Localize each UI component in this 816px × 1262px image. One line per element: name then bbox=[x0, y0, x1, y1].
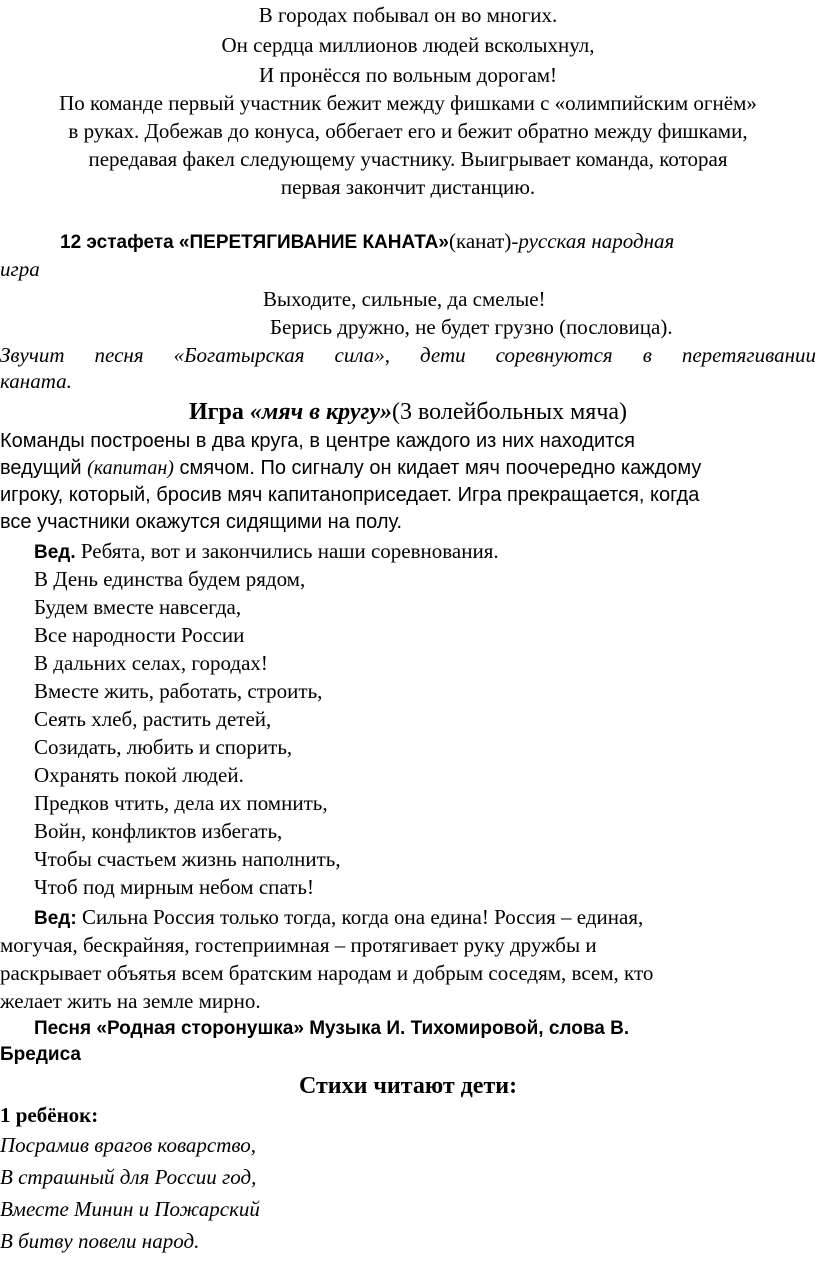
ball-game-name: «мяч в кругу» bbox=[249, 399, 392, 425]
relay-12-title: 12 эстафета «ПЕРЕТЯГИВАНИЕ КАНАТА» bbox=[60, 232, 449, 253]
child-poem-line: В битву повели народ. bbox=[0, 1229, 200, 1253]
paragraph-line: По команде первый участник бежит между фишками с «олимпийским огнём» bbox=[59, 91, 757, 115]
relay-12-note: Звучит песня «Богатырская сила», дети соревнуются в перетягивании bbox=[0, 343, 816, 367]
ball-game-text: Команды построены в два круга, в центре каждого из них находится bbox=[0, 430, 635, 452]
host-line bbox=[34, 538, 816, 566]
relay-12-origin: русская народная bbox=[518, 229, 675, 253]
poem-line: Он сердца миллионов людей всколыхнул, bbox=[221, 33, 595, 57]
poem-line: Чтобы счастьем жизнь наполнить, bbox=[34, 847, 341, 871]
paragraph-line: передавая факел следующему участнику. Выигрывает команда, которая bbox=[88, 147, 728, 171]
proverb-line: Берись дружно, не будет грузно (пословица). bbox=[270, 315, 673, 339]
song-title: Бредиса bbox=[0, 1044, 81, 1065]
poem-line: Охранять покой людей. bbox=[34, 763, 244, 787]
poem-line: В День единства будем рядом, bbox=[34, 567, 306, 591]
poem-line: Все народности России bbox=[34, 623, 245, 647]
poem-line: И пронёсся по вольным дорогам! bbox=[258, 63, 558, 87]
poem-line: В дальних селах, городах! bbox=[34, 651, 268, 675]
poem-line: Войн, конфликтов избегать, bbox=[34, 819, 283, 843]
poem-line: В городах побывал он во многих. bbox=[258, 3, 558, 27]
child-poem-line: Вместе Минин и Пожарский bbox=[0, 1197, 260, 1221]
ball-game-text: игроку, который, бросив мяч капитаноприседает. Игра прекращается, когда bbox=[0, 484, 700, 506]
host-label: Вед. bbox=[34, 542, 76, 563]
poem-line: Предков чтить, дела их помнить, bbox=[34, 791, 328, 815]
relay-12-origin-cont: игра bbox=[0, 257, 40, 281]
poem-line: Созидать, любить и спорить, bbox=[34, 735, 293, 759]
host-speech: желает жить на земле мирно. bbox=[0, 989, 261, 1013]
paragraph-line: первая закончит дистанцию. bbox=[280, 175, 536, 199]
poem-line: Будем вместе навсегда, bbox=[34, 595, 242, 619]
relay-12-heading bbox=[60, 228, 816, 256]
relay-12-note: каната. bbox=[0, 369, 72, 393]
host-line bbox=[34, 904, 816, 932]
ball-game-heading bbox=[0, 398, 816, 426]
host-label: Вед: bbox=[34, 908, 77, 929]
host-speech: Ребята, вот и закончились наши соревнования. bbox=[75, 539, 499, 563]
ball-game-text: все участники окажутся сидящими на полу. bbox=[0, 511, 403, 533]
poem-line: Чтоб под мирным небом спать! bbox=[34, 875, 314, 899]
ball-game-text: ведущий (капитан) смячом. По сигналу он кидает мяч поочередно каждому bbox=[0, 457, 702, 479]
proverb-line: Выходите, сильные, да смелые! bbox=[263, 287, 546, 311]
paragraph-line: в руках. Добежав до конуса, оббегает его и бежит обратно между фишками, bbox=[68, 119, 748, 143]
poem-line: Вместе жить, работать, строить, bbox=[34, 679, 323, 703]
child-label: 1 ребёнок: bbox=[0, 1103, 99, 1127]
host-speech: Сильна Россия только тогда, когда она едина! Россия – единая, bbox=[76, 905, 644, 929]
host-speech: раскрывает объятья всем братским народам и добрым соседям, всем, кто bbox=[0, 961, 654, 985]
kids-heading: Стихи читают дети: bbox=[298, 1073, 518, 1099]
ball-game-title: Игра bbox=[188, 399, 250, 425]
relay-12-equipment: (канат)- bbox=[448, 229, 519, 253]
child-poem-line: Посрамив врагов коварство, bbox=[0, 1133, 256, 1157]
song-title: Песня «Родная сторонушка» Музыка И. Тихомировой, слова В. bbox=[34, 1018, 630, 1039]
ball-game-equipment: (3 волейбольных мяча) bbox=[392, 399, 628, 425]
poem-line: Сеять хлеб, растить детей, bbox=[34, 707, 272, 731]
host-speech: могучая, бескрайняя, гостеприимная – протягивает руку дружбы и bbox=[0, 933, 597, 957]
child-poem-line: В страшный для России год, bbox=[0, 1165, 257, 1189]
